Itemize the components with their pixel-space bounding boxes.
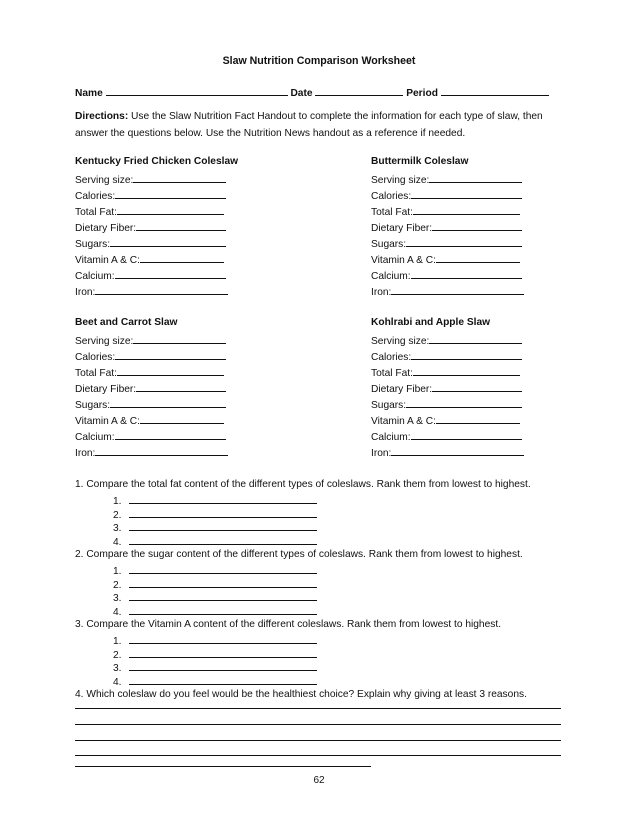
nutrient-row-iron bbox=[75, 285, 228, 299]
nutrient-row-serving bbox=[75, 173, 226, 187]
nutrient-row-calories bbox=[75, 189, 226, 203]
rank-number: 3. bbox=[113, 523, 122, 534]
nutrient-label: Sugars: bbox=[75, 400, 111, 411]
date-label: Date bbox=[290, 88, 313, 99]
nutrient-answer-field[interactable] bbox=[413, 366, 520, 376]
question-1: 1. Compare the total fat content of the different types of coleslaws. Rank them from lowest to highest. bbox=[75, 479, 531, 490]
nutrient-label: Calories: bbox=[75, 352, 116, 363]
nutrient-label: Iron: bbox=[75, 448, 96, 459]
rank-number: 4. bbox=[113, 676, 122, 688]
date-field[interactable] bbox=[315, 86, 403, 96]
rank-number: 2. bbox=[113, 579, 122, 591]
nutrient-answer-field[interactable] bbox=[117, 366, 224, 376]
rank-answer-field[interactable] bbox=[129, 508, 317, 518]
nutrient-answer-field[interactable] bbox=[411, 189, 522, 199]
nutrient-row-fat bbox=[75, 205, 224, 219]
nutrient-answer-field[interactable] bbox=[429, 334, 522, 344]
nutrient-label: Serving size: bbox=[371, 336, 430, 347]
nutrient-label: Total Fat: bbox=[371, 368, 413, 379]
nutrient-label: Vitamin A & C: bbox=[371, 255, 436, 266]
nutrient-answer-field[interactable] bbox=[115, 269, 226, 279]
name-field[interactable] bbox=[106, 86, 288, 96]
nutrient-row-serving bbox=[371, 173, 522, 187]
nutrient-label: Iron: bbox=[75, 287, 96, 298]
nutrient-label: Total Fat: bbox=[75, 207, 117, 218]
rank-answer-field[interactable] bbox=[129, 521, 317, 531]
nutrient-label: Calories: bbox=[371, 191, 412, 202]
rank-answer-field[interactable] bbox=[129, 494, 317, 504]
nutrient-answer-field[interactable] bbox=[140, 253, 224, 263]
period-label: Period bbox=[406, 88, 438, 99]
nutrient-answer-field[interactable] bbox=[110, 237, 226, 247]
nutrient-label: Iron: bbox=[371, 287, 392, 298]
nutrient-row-calcium bbox=[371, 269, 522, 283]
name-label: Name bbox=[75, 88, 103, 99]
nutrient-label: Dietary Fiber: bbox=[75, 223, 137, 234]
nutrient-answer-field[interactable] bbox=[436, 253, 520, 263]
rank-number: 4. bbox=[113, 536, 122, 548]
nutrient-answer-field[interactable] bbox=[436, 414, 520, 424]
nutrient-answer-field[interactable] bbox=[95, 285, 228, 295]
nutrient-label: Vitamin A & C: bbox=[75, 416, 140, 427]
nutrient-row-calcium bbox=[75, 269, 226, 283]
rank-row bbox=[113, 605, 317, 619]
nutrient-label: Dietary Fiber: bbox=[75, 384, 137, 395]
essay-answer-line[interactable] bbox=[75, 740, 561, 741]
nutrient-label: Total Fat: bbox=[75, 368, 117, 379]
nutrient-label: Serving size: bbox=[75, 336, 134, 347]
rank-row bbox=[113, 508, 317, 522]
rank-row bbox=[113, 648, 317, 662]
slaw-heading: Kentucky Fried Chicken Coleslaw bbox=[75, 156, 239, 167]
question-3: 3. Compare the Vitamin A content of the different coleslaws. Rank them from lowest to highest. bbox=[75, 619, 502, 630]
nutrient-answer-field[interactable] bbox=[413, 205, 520, 215]
rank-number: 1. bbox=[113, 496, 122, 507]
rank-answer-field[interactable] bbox=[129, 605, 317, 615]
nutrient-label: Calcium: bbox=[371, 271, 411, 282]
rank-number: 1. bbox=[113, 566, 122, 577]
nutrient-label: Dietary Fiber: bbox=[371, 223, 433, 234]
nutrient-label: Sugars: bbox=[371, 239, 407, 250]
nutrient-answer-field[interactable] bbox=[406, 398, 522, 408]
rank-row bbox=[113, 634, 317, 648]
nutrient-label: Calcium: bbox=[75, 271, 115, 282]
rank-row bbox=[113, 578, 317, 592]
nutrient-label: Sugars: bbox=[371, 400, 407, 411]
slaw-heading: Buttermilk Coleslaw bbox=[371, 156, 469, 167]
rank-row bbox=[113, 675, 317, 689]
nutrient-answer-field[interactable] bbox=[136, 382, 226, 392]
rank-row bbox=[113, 521, 317, 535]
rank-answer-field[interactable] bbox=[129, 648, 317, 658]
question-4: 4. Which coleslaw do you feel would be the healthiest choice? Explain why giving at least 3 reasons. bbox=[75, 689, 527, 700]
rank-answer-field[interactable] bbox=[129, 634, 317, 644]
nutrient-label: Calories: bbox=[75, 191, 116, 202]
nutrient-answer-field[interactable] bbox=[95, 446, 228, 456]
nutrient-row-sugars bbox=[371, 237, 522, 251]
nutrient-row-vitamin bbox=[371, 414, 520, 428]
nutrient-answer-field[interactable] bbox=[140, 414, 224, 424]
nutrient-label: Serving size: bbox=[371, 175, 430, 186]
directions-line-1 bbox=[75, 110, 543, 123]
directions-text-1: Use the Slaw Nutrition Fact Handout to complete the information for each type of slaw, then bbox=[128, 111, 543, 122]
rank-row bbox=[113, 661, 317, 675]
nutrient-answer-field[interactable] bbox=[432, 382, 522, 392]
directions-line-2: answer the questions below. Use the Nutrition News handout as a reference if needed. bbox=[75, 128, 466, 139]
nutrient-answer-field[interactable] bbox=[432, 221, 522, 231]
rank-number: 2. bbox=[113, 509, 122, 521]
nutrient-label: Calcium: bbox=[371, 432, 411, 443]
nutrient-label: Calories: bbox=[371, 352, 412, 363]
nutrient-row-iron bbox=[371, 446, 524, 460]
period-field[interactable] bbox=[441, 86, 549, 96]
nutrient-answer-field[interactable] bbox=[115, 189, 226, 199]
nutrient-answer-field[interactable] bbox=[429, 173, 522, 183]
rank-number: 2. bbox=[113, 649, 122, 661]
nutrient-row-fat bbox=[371, 366, 520, 380]
nutrient-answer-field[interactable] bbox=[115, 430, 226, 440]
nutrient-answer-field[interactable] bbox=[110, 398, 226, 408]
nutrient-row-calcium bbox=[371, 430, 522, 444]
nutrient-row-calories bbox=[75, 350, 226, 364]
rank-answer-field[interactable] bbox=[129, 675, 317, 685]
nutrient-row-vitamin bbox=[371, 253, 520, 267]
nutrient-row-sugars bbox=[75, 237, 226, 251]
rank-answer-field[interactable] bbox=[129, 535, 317, 545]
nutrient-answer-field[interactable] bbox=[411, 430, 522, 440]
page-number: 62 bbox=[313, 775, 325, 786]
nutrient-row-fiber bbox=[371, 221, 522, 235]
rank-row bbox=[113, 535, 317, 549]
essay-answer-line[interactable] bbox=[75, 766, 371, 767]
rank-answer-field[interactable] bbox=[129, 578, 317, 588]
page-title: Slaw Nutrition Comparison Worksheet bbox=[222, 55, 416, 67]
rank-row bbox=[113, 591, 317, 605]
nutrient-label: Iron: bbox=[371, 448, 392, 459]
nutrient-row-sugars bbox=[75, 398, 226, 412]
nutrient-row-fiber bbox=[75, 221, 226, 235]
rank-number: 3. bbox=[113, 663, 122, 674]
rank-number: 1. bbox=[113, 636, 122, 647]
rank-row bbox=[113, 494, 317, 508]
directions-label: Directions: bbox=[75, 111, 129, 122]
nutrient-row-iron bbox=[75, 446, 228, 460]
rank-number: 3. bbox=[113, 593, 122, 604]
nutrient-row-fat bbox=[371, 205, 520, 219]
nutrient-row-vitamin bbox=[75, 414, 224, 428]
essay-answer-line[interactable] bbox=[75, 724, 561, 725]
header-row bbox=[75, 86, 549, 100]
nutrient-label: Vitamin A & C: bbox=[371, 416, 436, 427]
nutrient-answer-field[interactable] bbox=[411, 350, 522, 360]
nutrient-row-fiber bbox=[75, 382, 226, 396]
nutrient-label: Vitamin A & C: bbox=[75, 255, 140, 266]
nutrient-row-fat bbox=[75, 366, 224, 380]
nutrient-row-serving bbox=[75, 334, 226, 348]
nutrient-row-calcium bbox=[75, 430, 226, 444]
nutrient-label: Calcium: bbox=[75, 432, 115, 443]
nutrient-label: Sugars: bbox=[75, 239, 111, 250]
rank-number: 4. bbox=[113, 606, 122, 618]
nutrient-answer-field[interactable] bbox=[117, 205, 224, 215]
nutrient-answer-field[interactable] bbox=[411, 269, 522, 279]
nutrient-answer-field[interactable] bbox=[115, 350, 226, 360]
nutrient-row-serving bbox=[371, 334, 522, 348]
nutrient-row-sugars bbox=[371, 398, 522, 412]
rank-row bbox=[113, 564, 317, 578]
nutrient-label: Total Fat: bbox=[371, 207, 413, 218]
nutrient-row-fiber bbox=[371, 382, 522, 396]
nutrient-answer-field[interactable] bbox=[391, 285, 524, 295]
nutrient-row-calories bbox=[371, 350, 522, 364]
essay-answer-line[interactable] bbox=[75, 708, 561, 709]
nutrient-answer-field[interactable] bbox=[133, 173, 226, 183]
rank-answer-field[interactable] bbox=[129, 591, 317, 601]
nutrient-row-iron bbox=[371, 285, 524, 299]
nutrient-label: Dietary Fiber: bbox=[371, 384, 433, 395]
question-2: 2. Compare the sugar content of the different types of coleslaws. Rank them from lowest to highest. bbox=[75, 549, 523, 560]
nutrient-answer-field[interactable] bbox=[406, 237, 522, 247]
slaw-heading: Kohlrabi and Apple Slaw bbox=[371, 317, 491, 328]
slaw-heading: Beet and Carrot Slaw bbox=[75, 317, 178, 328]
nutrient-answer-field[interactable] bbox=[136, 221, 226, 231]
rank-answer-field[interactable] bbox=[129, 661, 317, 671]
essay-answer-line[interactable] bbox=[75, 755, 561, 756]
nutrient-row-vitamin bbox=[75, 253, 224, 267]
rank-answer-field[interactable] bbox=[129, 564, 317, 574]
nutrient-answer-field[interactable] bbox=[391, 446, 524, 456]
nutrient-row-calories bbox=[371, 189, 522, 203]
nutrient-answer-field[interactable] bbox=[133, 334, 226, 344]
nutrient-label: Serving size: bbox=[75, 175, 134, 186]
